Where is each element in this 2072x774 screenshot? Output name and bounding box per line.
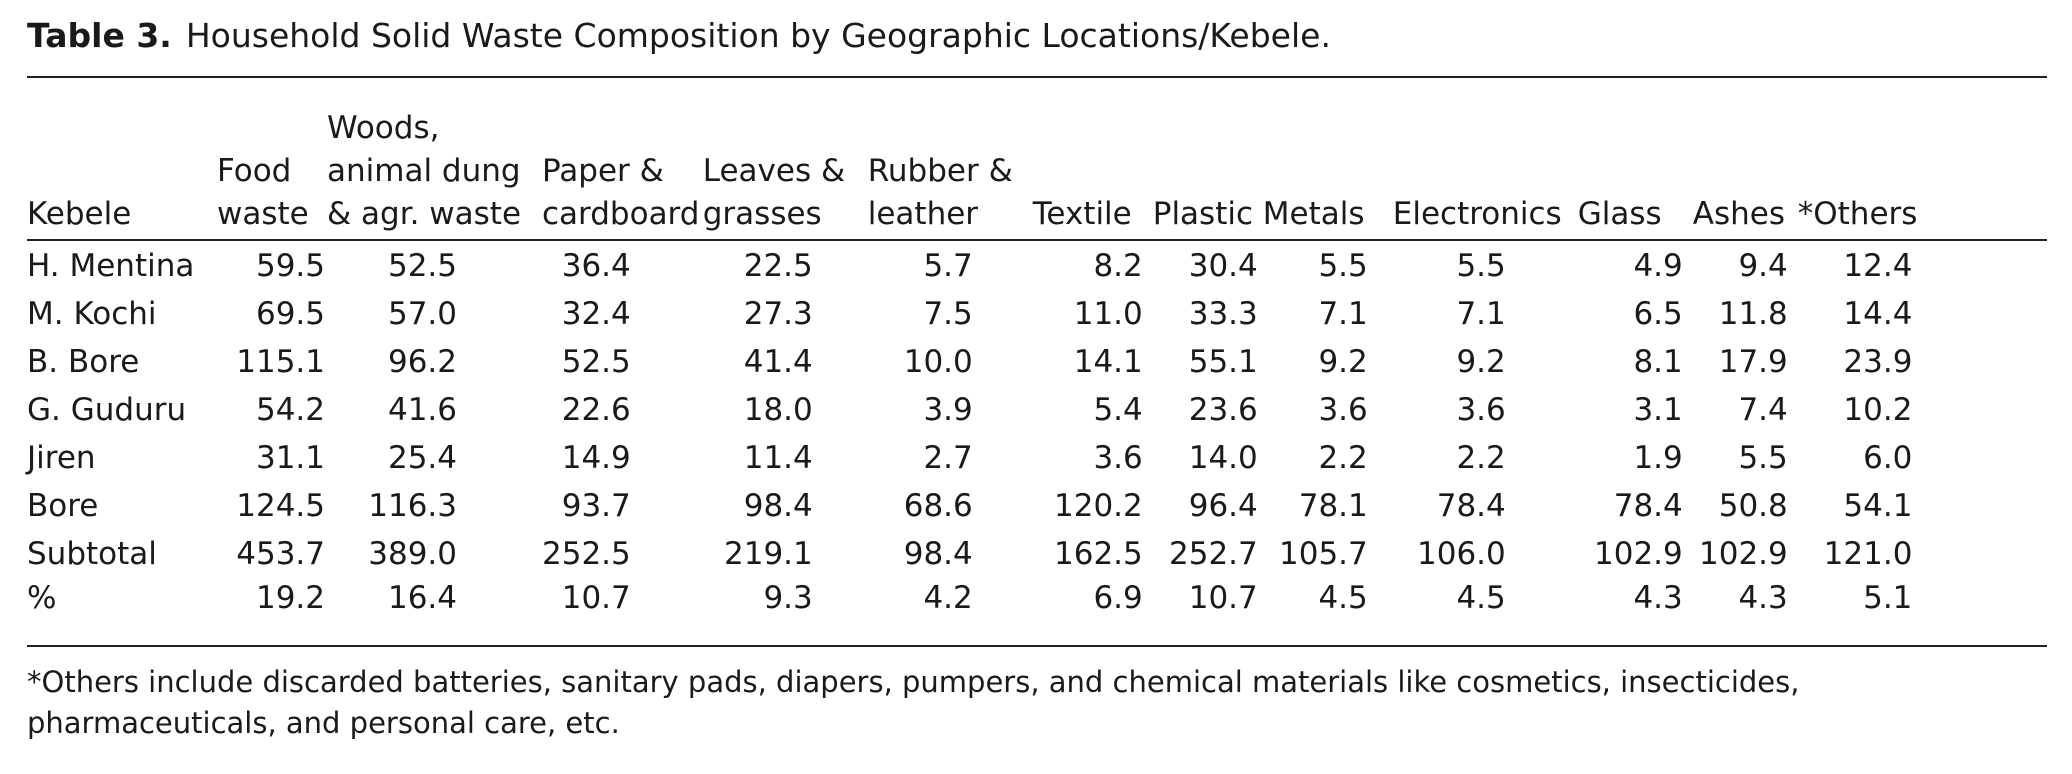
column-header — [1153, 86, 1263, 236]
value-cell: 54.2 — [255, 392, 325, 428]
value-cell: 14.0 — [1188, 440, 1258, 476]
column-header-line: Textile — [1032, 196, 1132, 232]
column-header — [1033, 86, 1153, 236]
table-row — [27, 386, 1917, 434]
value-cell: 18.0 — [743, 392, 813, 428]
value-cell: 4.3 — [1738, 580, 1788, 616]
value-cell: 6.9 — [1093, 580, 1143, 616]
value-cell: 105.7 — [1279, 536, 1368, 572]
column-header-line: Glass — [1577, 196, 1662, 232]
value-cell: 96.4 — [1188, 488, 1258, 524]
value-cell: 8.1 — [1633, 344, 1683, 380]
value-cell: 252.7 — [1169, 536, 1258, 572]
value-cell: 7.1 — [1456, 296, 1506, 332]
column-header-line: Paper & — [542, 153, 664, 189]
value-cell: 78.1 — [1298, 488, 1368, 524]
value-cell: 23.9 — [1843, 344, 1913, 380]
value-cell: 11.8 — [1718, 296, 1788, 332]
value-cell: 5.1 — [1863, 580, 1913, 616]
value-cell: 93.7 — [561, 488, 631, 524]
value-cell: 7.5 — [923, 296, 973, 332]
value-cell: 1.9 — [1633, 440, 1683, 476]
value-cell: 116.3 — [368, 488, 457, 524]
value-cell: 8.2 — [1093, 248, 1143, 284]
column-header-line: Plastic — [1152, 196, 1254, 232]
value-cell: 41.4 — [743, 344, 813, 380]
column-header-line: grasses — [702, 196, 822, 232]
column-header — [217, 86, 327, 236]
value-cell: 69.5 — [255, 296, 325, 332]
value-cell: 4.2 — [923, 580, 973, 616]
value-cell: 121.0 — [1823, 536, 1913, 572]
column-header — [1393, 86, 1578, 236]
table-row — [27, 338, 1917, 386]
table-footnote: *Others include discarded batteries, sanitary pads, diapers, pumpers, and chemical materials like cosmetics, insecticides, pharmaceuticals, and personal care, etc. — [27, 665, 1800, 740]
value-cell: 10.0 — [903, 344, 973, 380]
value-cell: 41.6 — [387, 392, 457, 428]
column-header-line: Rubber & — [867, 153, 1013, 189]
value-cell: 7.4 — [1738, 392, 1788, 428]
column-header — [542, 86, 703, 236]
column-header — [1693, 86, 1798, 236]
value-cell: 115.1 — [236, 344, 325, 380]
value-cell: 14.1 — [1073, 344, 1143, 380]
column-header-line: Ashes — [1692, 196, 1785, 232]
value-cell: 16.4 — [387, 580, 457, 616]
value-cell: 10.7 — [1188, 580, 1258, 616]
value-cell: 4.9 — [1633, 248, 1683, 284]
column-header — [1263, 86, 1393, 236]
value-cell: 5.7 — [923, 248, 973, 284]
row-label-cell: H. Mentina — [27, 248, 195, 284]
value-cell: 102.9 — [1699, 536, 1788, 572]
bottom-rule — [27, 645, 2047, 647]
value-cell: 4.5 — [1318, 580, 1368, 616]
row-label-cell: Bore — [27, 488, 99, 524]
value-cell: 2.7 — [923, 440, 973, 476]
value-cell: 219.1 — [724, 536, 813, 572]
value-cell: 14.4 — [1843, 296, 1913, 332]
row-label-cell: Jiren — [27, 440, 96, 476]
value-cell: 55.1 — [1188, 344, 1258, 380]
value-cell: 2.2 — [1456, 440, 1506, 476]
row-label-cell: Subtotal — [27, 536, 157, 572]
value-cell: 106.0 — [1417, 536, 1506, 572]
value-cell: 4.3 — [1633, 580, 1683, 616]
table-row — [27, 578, 1917, 618]
value-cell: 3.6 — [1456, 392, 1506, 428]
value-cell: 22.5 — [743, 248, 813, 284]
row-label-cell: G. Guduru — [27, 392, 187, 428]
value-cell: 78.4 — [1436, 488, 1506, 524]
column-header-line: Woods, — [327, 110, 440, 146]
table-caption-title: Household Solid Waste Composition by Geographic Locations/Kebele. — [185, 16, 1331, 55]
table-row — [27, 482, 1917, 530]
value-cell: 78.4 — [1613, 488, 1683, 524]
column-header-line: & agr. waste — [327, 196, 522, 232]
column-header-line: waste — [217, 196, 309, 232]
value-cell: 3.6 — [1093, 440, 1143, 476]
value-cell: 27.3 — [743, 296, 813, 332]
value-cell: 96.2 — [387, 344, 457, 380]
value-cell: 162.5 — [1054, 536, 1143, 572]
value-cell: 5.5 — [1738, 440, 1788, 476]
row-label-cell: B. Bore — [27, 344, 140, 380]
table-row — [27, 434, 1917, 482]
value-cell: 25.4 — [387, 440, 457, 476]
column-header-line: animal dung — [327, 153, 521, 189]
column-header-line: Metals — [1262, 196, 1365, 232]
value-cell: 6.0 — [1863, 440, 1913, 476]
table-body — [27, 236, 1917, 618]
value-cell: 120.2 — [1054, 488, 1143, 524]
value-cell: 57.0 — [387, 296, 457, 332]
value-cell: 5.4 — [1093, 392, 1143, 428]
column-header — [327, 86, 542, 236]
value-cell: 23.6 — [1188, 392, 1258, 428]
column-header-line: leather — [867, 196, 979, 232]
value-cell: 3.9 — [923, 392, 973, 428]
value-cell: 3.6 — [1318, 392, 1368, 428]
column-header — [1578, 86, 1693, 236]
row-label-cell: M. Kochi — [27, 296, 157, 332]
value-cell: 50.8 — [1718, 488, 1788, 524]
value-cell: 68.6 — [903, 488, 973, 524]
column-header — [27, 86, 217, 236]
value-cell: 102.9 — [1594, 536, 1683, 572]
value-cell: 6.5 — [1633, 296, 1683, 332]
value-cell: 7.1 — [1318, 296, 1368, 332]
value-cell: 12.4 — [1843, 248, 1913, 284]
table-row — [27, 530, 1917, 578]
value-cell: 9.2 — [1318, 344, 1368, 380]
value-cell: 5.5 — [1456, 248, 1506, 284]
value-cell: 52.5 — [387, 248, 457, 284]
value-cell: 30.4 — [1188, 248, 1258, 284]
table-caption — [27, 14, 2047, 60]
table-row — [27, 290, 1917, 338]
value-cell: 10.7 — [561, 580, 631, 616]
column-header-line: Food — [217, 153, 292, 189]
value-cell: 17.9 — [1718, 344, 1788, 380]
value-cell: 4.5 — [1456, 580, 1506, 616]
value-cell: 124.5 — [236, 488, 325, 524]
table-row — [27, 236, 1917, 290]
row-label-cell: % — [27, 580, 57, 616]
value-cell: 22.6 — [561, 392, 631, 428]
table-caption-label: Table 3. — [27, 16, 172, 55]
value-cell: 59.5 — [255, 248, 325, 284]
value-cell: 453.7 — [236, 536, 325, 572]
value-cell: 9.2 — [1456, 344, 1506, 380]
value-cell: 252.5 — [542, 536, 631, 572]
value-cell: 52.5 — [561, 344, 631, 380]
column-header-line: Kebele — [27, 196, 132, 232]
column-header — [703, 86, 868, 236]
table-header-row — [27, 86, 1917, 236]
column-header — [868, 86, 1033, 236]
value-cell: 2.2 — [1318, 440, 1368, 476]
column-header-line: Leaves & — [702, 153, 846, 189]
value-cell: 14.9 — [561, 440, 631, 476]
column-header-line: Electronics — [1392, 196, 1562, 232]
waste-composition-table — [27, 86, 1917, 618]
value-cell: 389.0 — [368, 536, 457, 572]
table-figure — [27, 14, 2047, 740]
column-header-line: *Others — [1797, 196, 1918, 232]
value-cell: 10.2 — [1843, 392, 1913, 428]
column-header — [1798, 86, 1918, 236]
value-cell: 31.1 — [255, 440, 325, 476]
value-cell: 98.4 — [743, 488, 813, 524]
value-cell: 32.4 — [561, 296, 631, 332]
value-cell: 3.1 — [1633, 392, 1683, 428]
value-cell: 33.3 — [1188, 296, 1258, 332]
value-cell: 11.0 — [1073, 296, 1143, 332]
value-cell: 98.4 — [903, 536, 973, 572]
value-cell: 19.2 — [255, 580, 325, 616]
value-cell: 36.4 — [561, 248, 631, 284]
value-cell: 9.3 — [763, 580, 813, 616]
column-header-line: cardboard — [542, 196, 700, 232]
value-cell: 5.5 — [1318, 248, 1368, 284]
value-cell: 9.4 — [1738, 248, 1788, 284]
value-cell: 11.4 — [743, 440, 813, 476]
value-cell: 54.1 — [1843, 488, 1913, 524]
top-rule — [27, 76, 2047, 78]
